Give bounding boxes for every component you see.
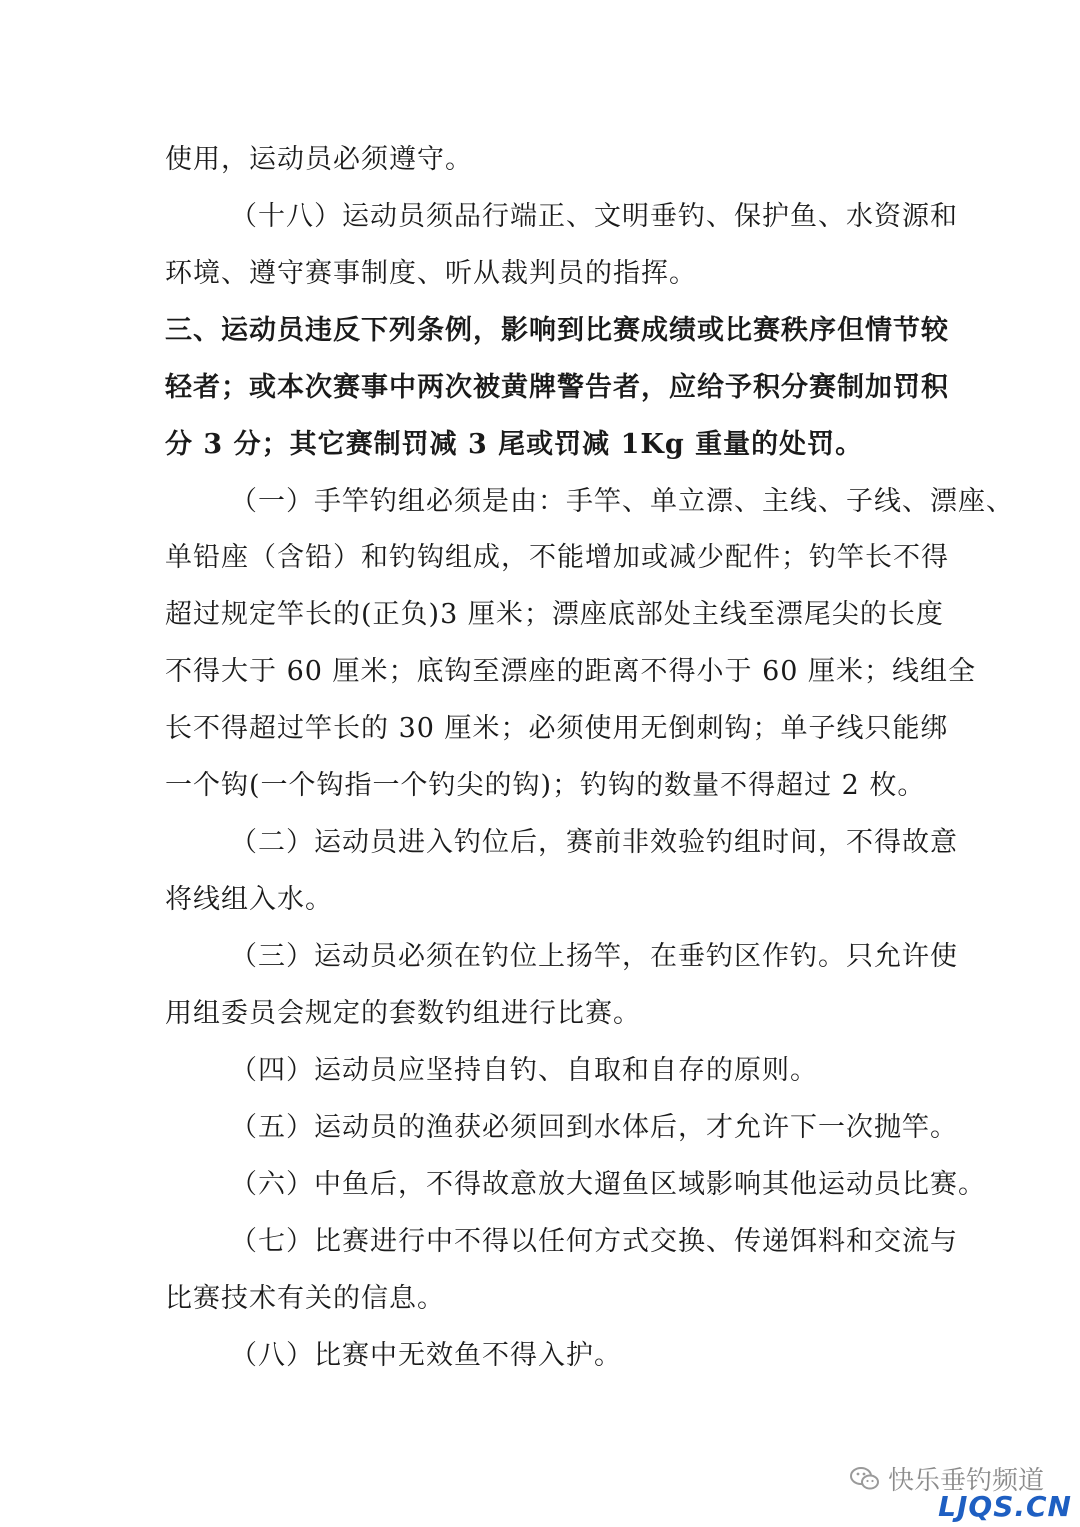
text-line: （一）手竿钓组必须是由：手竿、单立漂、主线、子线、漂座、 — [230, 486, 1014, 517]
text-line: （七）比赛进行中不得以任何方式交换、传递饵料和交流与 — [230, 1226, 958, 1257]
text-line: （三）运动员必须在钓位上扬竿，在垂钓区作钓。只允许使 — [230, 941, 958, 972]
watermark-text: 快乐垂钓频道 — [887, 1466, 1044, 1496]
text-line: （四）运动员应坚持自钓、自取和自存的原则。 — [230, 1055, 818, 1086]
section-heading-line: 分 3 分；其它赛制罚减 3 尾或罚减 1Kg 重量的处罚。 — [165, 429, 864, 460]
text-line: 环境、遵守赛事制度、听从裁判员的指挥。 — [165, 258, 697, 289]
text-line: 用组委员会规定的套数钓组进行比赛。 — [165, 998, 641, 1029]
text-line: （二）运动员进入钓位后，赛前非效验钓组时间，不得故意 — [230, 827, 958, 858]
wechat-icon — [850, 1466, 880, 1492]
section-heading-line: 三、运动员违反下列条例，影响到比赛成绩或比赛秩序但情节较 — [165, 315, 949, 346]
site-logo: LJQS.CN — [938, 1490, 1072, 1523]
text-line: （十八）运动员须品行端正、文明垂钓、保护鱼、水资源和 — [230, 201, 958, 232]
text-line: 长不得超过竿长的 30 厘米；必须使用无倒刺钩；单子线只能绑 — [165, 713, 949, 744]
text-line: 一个钩(一个钩指一个钓尖的钩)；钓钩的数量不得超过 2 枚。 — [165, 770, 926, 801]
text-line: （五）运动员的渔获必须回到水体后，才允许下一次抛竿。 — [230, 1112, 958, 1143]
text-line: 使用，运动员必须遵守。 — [165, 144, 473, 175]
text-line: 单铅座（含铅）和钓钩组成，不能增加或减少配件；钓竿长不得 — [165, 542, 949, 573]
text-line: 比赛技术有关的信息。 — [165, 1283, 445, 1314]
text-line: （八）比赛中无效鱼不得入护。 — [230, 1340, 622, 1371]
text-line: （六）中鱼后，不得故意放大遛鱼区域影响其他运动员比赛。 — [230, 1169, 986, 1200]
text-line: 不得大于 60 厘米；底钩至漂座的距离不得小于 60 厘米；线组全 — [165, 656, 977, 687]
section-heading-line: 轻者；或本次赛事中两次被黄牌警告者，应给予积分赛制加罚积 — [165, 372, 949, 403]
text-line: 超过规定竿长的(正负)3 厘米；漂座底部处主线至漂尾尖的长度 — [165, 599, 944, 630]
text-line: 将线组入水。 — [165, 884, 333, 915]
